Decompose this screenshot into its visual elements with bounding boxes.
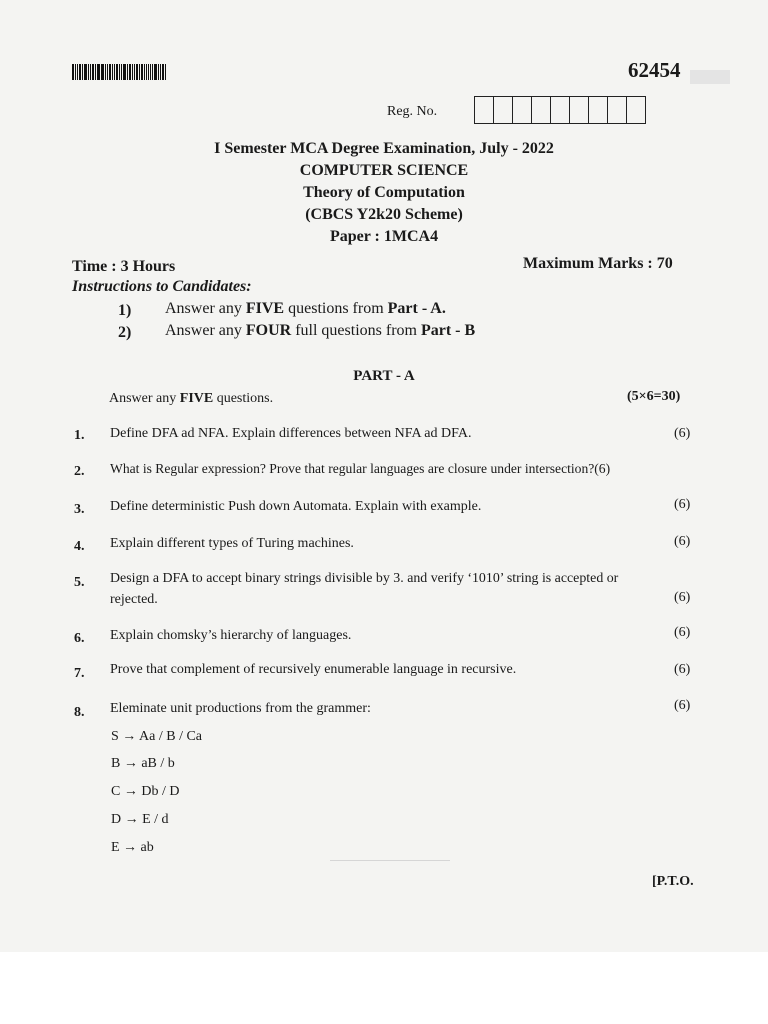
question-text-continued: rejected. (110, 592, 158, 607)
question-number: 6. (74, 631, 85, 646)
question-number: 5. (74, 575, 85, 590)
question-number: 2. (74, 464, 85, 479)
reg-no-box (608, 97, 627, 123)
reg-no-box (551, 97, 570, 123)
question-number: 1. (74, 428, 85, 443)
barcode-bar (116, 64, 118, 80)
question-number: 7. (74, 666, 85, 681)
barcode-bar (95, 64, 96, 80)
barcode-bar (160, 64, 161, 80)
barcode-bar (165, 64, 166, 80)
barcode-bar (123, 64, 126, 80)
scheme-title: (CBCS Y2k20 Scheme) (305, 206, 463, 223)
instruction-number: 2) (118, 324, 132, 341)
part-a-heading: PART - A (353, 368, 415, 384)
barcode-bar (75, 64, 76, 80)
barcode-bar (127, 64, 128, 80)
question-marks: (6) (674, 426, 691, 441)
reg-no-box (513, 97, 532, 123)
question-text: Eleminate unit productions from the grammer: (110, 701, 371, 716)
paper-title: Paper : 1MCA4 (329, 228, 439, 245)
reg-no-box (532, 97, 551, 123)
barcode-bar (112, 64, 113, 80)
max-marks-label: Maximum Marks : 70 (523, 255, 673, 272)
barcode-bar (84, 64, 87, 80)
production-rule: D → E / d (111, 812, 169, 827)
subject-title: COMPUTER SCIENCE (299, 162, 469, 179)
course-title: Theory of Computation (303, 184, 465, 201)
question-marks: (6) (674, 497, 691, 512)
barcode-bar (101, 64, 104, 80)
barcode-bar (134, 64, 135, 80)
question-marks: (6) (674, 625, 691, 640)
barcode-image (72, 64, 166, 80)
reg-no-boxes (474, 96, 646, 124)
instruction-number: 1) (118, 302, 132, 319)
paper-code: 62454 (628, 58, 681, 82)
question-text: Design a DFA to accept binary strings divisible by 3. and verify ‘1010’ string is accepted or (110, 571, 619, 586)
barcode-bar (72, 64, 74, 80)
barcode-bar (107, 64, 108, 80)
barcode-bar (162, 64, 164, 80)
part-a-total-marks: (5×6=30) (627, 389, 681, 404)
barcode-bar (152, 64, 153, 80)
barcode-bar (92, 64, 94, 80)
instructions-heading: Instructions to Candidates: (72, 278, 252, 295)
question-text: Prove that complement of recursively enumerable language in recursive. (110, 662, 517, 677)
instruction-text: Answer any FOUR full questions from Part - B (165, 322, 476, 339)
barcode-bar (88, 64, 89, 80)
production-rule: C → Db / D (111, 784, 180, 799)
barcode-bar (141, 64, 143, 80)
question-text: Define deterministic Push down Automata. Explain with example. (110, 499, 482, 514)
barcode-bar (139, 64, 140, 80)
question-marks: (6) (674, 698, 691, 713)
production-rule: S → Aa / B / Ca (111, 729, 203, 744)
barcode-bar (90, 64, 91, 80)
barcode-bar (114, 64, 115, 80)
question-marks: (6) (674, 662, 691, 677)
instruction-text: Answer any FIVE questions from Part - A. (165, 300, 446, 317)
barcode-bar (121, 64, 122, 80)
barcode-bar (98, 64, 100, 80)
barcode-bar (129, 64, 131, 80)
production-rule: B → aB / b (111, 756, 175, 771)
production-rule: E → ab (111, 840, 154, 855)
barcode-bar (119, 64, 120, 80)
barcode-bar (105, 64, 106, 80)
time-label: Time : 3 Hours (72, 258, 176, 275)
barcode-bar (148, 64, 150, 80)
reg-no-label: Reg. No. (387, 104, 438, 119)
barcode-bar (97, 64, 98, 80)
barcode-bar (144, 64, 145, 80)
barcode-bar (82, 64, 83, 80)
reg-no-box (570, 97, 589, 123)
question-number: 3. (74, 502, 85, 517)
barcode-bar (136, 64, 138, 80)
barcode-bar (154, 64, 157, 80)
barcode-bar (79, 64, 81, 80)
reg-no-box (475, 97, 494, 123)
barcode-bar (150, 64, 151, 80)
barcode-bar (158, 64, 159, 80)
reg-no-box (589, 97, 608, 123)
question-number: 8. (74, 705, 85, 720)
question-text: Explain different types of Turing machines. (110, 536, 354, 551)
barcode-bar (132, 64, 133, 80)
question-text: What is Regular expression? Prove that regular languages are closure under intersection?(6) (110, 461, 611, 476)
reg-no-box (494, 97, 513, 123)
question-text: Explain chomsky’s hierarchy of languages. (110, 628, 352, 643)
reg-no-box (627, 97, 645, 123)
question-text: Define DFA ad NFA. Explain differences between NFA ad DFA. (110, 426, 472, 441)
barcode-bar (146, 64, 147, 80)
question-marks: (6) (674, 590, 691, 605)
question-marks: (6) (674, 534, 691, 549)
pto-label: [P.T.O. (652, 874, 694, 889)
barcode-bar (77, 64, 78, 80)
part-a-instruction: Answer any FIVE questions. (109, 391, 274, 406)
exam-title: I Semester MCA Degree Examination, July - 2022 (214, 140, 554, 157)
barcode-bar (109, 64, 111, 80)
question-number: 4. (74, 539, 85, 554)
